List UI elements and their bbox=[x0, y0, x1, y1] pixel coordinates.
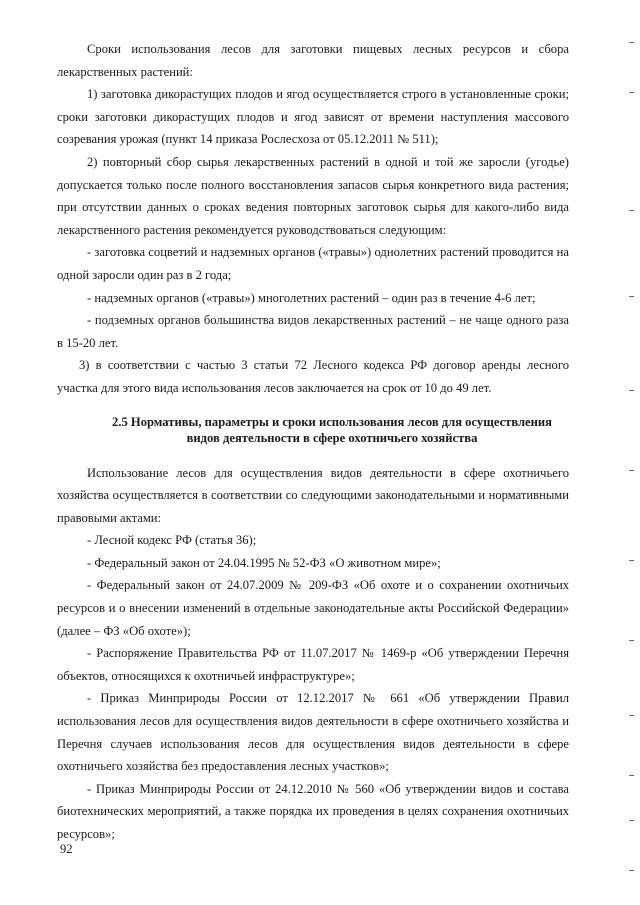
act-item: - Приказ Минприроды России от 24.12.2010 № 560 «Об утверждении видов и состава биотехнических мероприятий, а также порядка их проведения в целях сохранения охотничьих ресурсов»; bbox=[57, 781, 569, 841]
act-item: - Федеральный закон от 24.07.2009 № 209-ФЗ «Об охоте и о сохранении охотничьих ресурсов и о внесении изменений в отдельные законодательные акты Российской Федерации» (далее – ФЗ «Об охоте»); bbox=[57, 578, 569, 638]
act-item: - Распоряжение Правительства РФ от 11.07.2017 № 1469-р «Об утверждении Перечня объектов, относящихся к охотничьей инфраструктуре»; bbox=[57, 646, 569, 683]
sub-item-3: - подземных органов большинства видов лекарственных растений – не чаще одного раза в 15-20 лет. bbox=[57, 313, 569, 350]
act-item: - Лесной кодекс РФ (статья 36); bbox=[87, 533, 257, 548]
list-item-3: 3) в соответствии с частью 3 статьи 72 Лесного кодекса РФ договор аренды лесного участка для этого вида использования лесов заключается на срок от 10 до 49 лет. bbox=[57, 358, 569, 395]
paragraph-section-intro: Использование лесов для осуществления видов деятельности в сфере охотничьего хозяйства осуществляется в соответствии со следующими законодательными и нормативными правовыми актами: bbox=[57, 465, 569, 525]
sub-item-1: - заготовка соцветий и надземных органов («травы») однолетних растений проводится на одной заросли один раз в 2 года; bbox=[57, 245, 569, 282]
act-item: - Приказ Минприроды России от 12.12.2017 № 661 «Об утверждении Правил использования лесов для осуществления видов деятельности в сфере охотничьего хозяйства и Перечня случаев использования лесов для осуществления видов деятельности в сфере охотничьего хозяйства без предоставления лесных участков»; bbox=[57, 691, 569, 774]
list-item-1: 1) заготовка дикорастущих плодов и ягод осуществляется строго в установленные сроки; сроки заготовки дикорастущих плодов и ягод зависят от времени наступления массового созревания урожая (пункт 14 приказа Рослесхоза от 05.12.2011 № 511); bbox=[57, 87, 569, 147]
section-heading-line-1: 2.5 Нормативы, параметры и сроки использования лесов для осуществления bbox=[112, 414, 552, 429]
list-item-2: 2) повторный сбор сырья лекарственных растений в одной и той же заросли (угодье) допускается только после полного восстановления запасов сырья конкретного вида растения; при отсутствии данных о сроках ведения повторных заготовок сырья для какого-либо вида лекарственного растения рекомендуется руководствоваться следующим: bbox=[57, 154, 569, 237]
page-number: 92 bbox=[60, 842, 73, 856]
paragraph-intro: Сроки использования лесов для заготовки пищевых лесных ресурсов и сбора лекарственных растений: bbox=[57, 42, 569, 79]
section-heading-line-2: видов деятельности в сфере охотничьего хозяйства bbox=[186, 430, 478, 445]
act-item: - Федеральный закон от 24.04.1995 № 52-ФЗ «О животном мире»; bbox=[87, 555, 441, 570]
document-page bbox=[57, 38, 569, 846]
sub-item-2: - надземных органов («травы») многолетних растений – один раз в течение 4-6 лет; bbox=[87, 290, 536, 305]
